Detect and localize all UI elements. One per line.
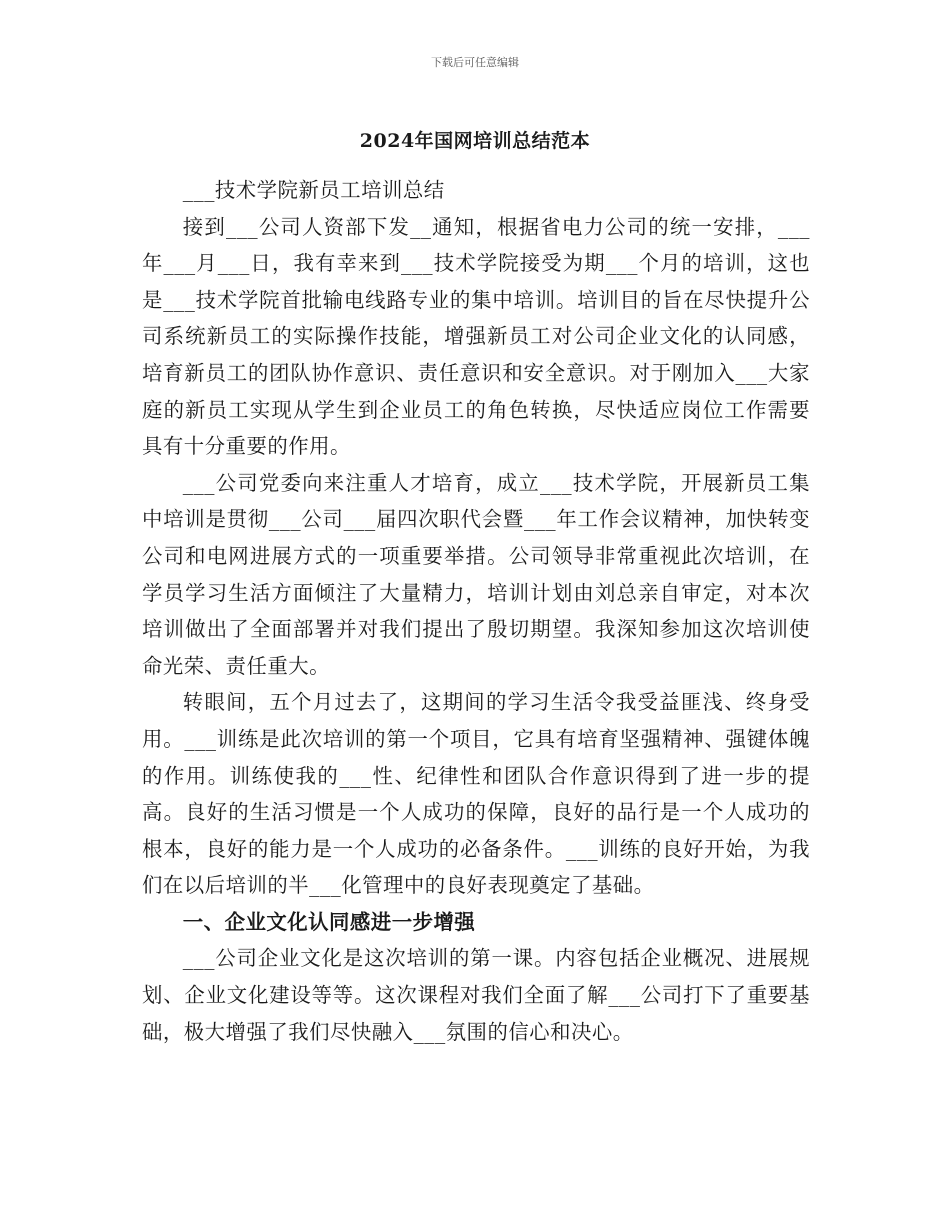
document-title: 2024年国网培训总结范本: [359, 130, 591, 152]
body-paragraph-2: ___公司党委向来注重人才培育，成立___技术学院，开展新员工集中培训是贯彻___公司___届四次职代会暨___年工作会议精神，加快转变公司和电网进展方式的一项重要举措。公司领导非常重视此次培训，在学员学习生活方面倾注了大量精力，培训计划由刘总亲自审定，对本次培训做出了全面部署并对我们提出了殷切期望。我深知参加这次培训使命光荣、责任重大。: [142, 470, 810, 678]
body-paragraph-3: 转眼间，五个月过去了，这期间的学习生活令我受益匪浅、终身受用。___训练是此次培训的第一个项目，它具有培育坚强精神、强键体魄的作用。训练使我的___性、纪律性和团队合作意识得到了进一步的提高。良好的生活习惯是一个人成功的保障，良好的品行是一个人成功的根本，良好的能力是一个人成功的必备条件。___训练的良好开始，为我们在以后培训的半___化管理中的良好表现奠定了基础。: [142, 690, 810, 898]
section-heading: 一、企业文化认同感进一步增强: [182, 909, 476, 934]
body-paragraph-4: ___公司企业文化是这次培训的第一课。内容包括企业概况、进展规划、企业文化建设等等。这次课程对我们全面了解___公司打下了重要基础，极大增强了我们尽快融入___氛围的信心和决心。: [142, 946, 810, 1044]
subtitle-paragraph: ___技术学院新员工培训总结: [182, 178, 445, 202]
body-paragraph-1: 接到___公司人资部下发__通知，根据省电力公司的统一安排，___年___月___日，我有幸来到___技术学院接受为期___个月的培训，这也是___技术学院首批输电线路专业的集中培训。培训目的旨在尽快提升公司系统新员工的实际操作技能，增强新员工对公司企业文化的认同感，培育新员工的团队协作意识、责任意识和安全意识。对于刚加入___大家庭的新员工实现从学生到企业员工的角色转换，尽快适应岗位工作需要具有十分重要的作用。: [142, 214, 810, 459]
document-body: [142, 172, 810, 1050]
header-note: 下载后可任意编辑: [431, 56, 519, 69]
